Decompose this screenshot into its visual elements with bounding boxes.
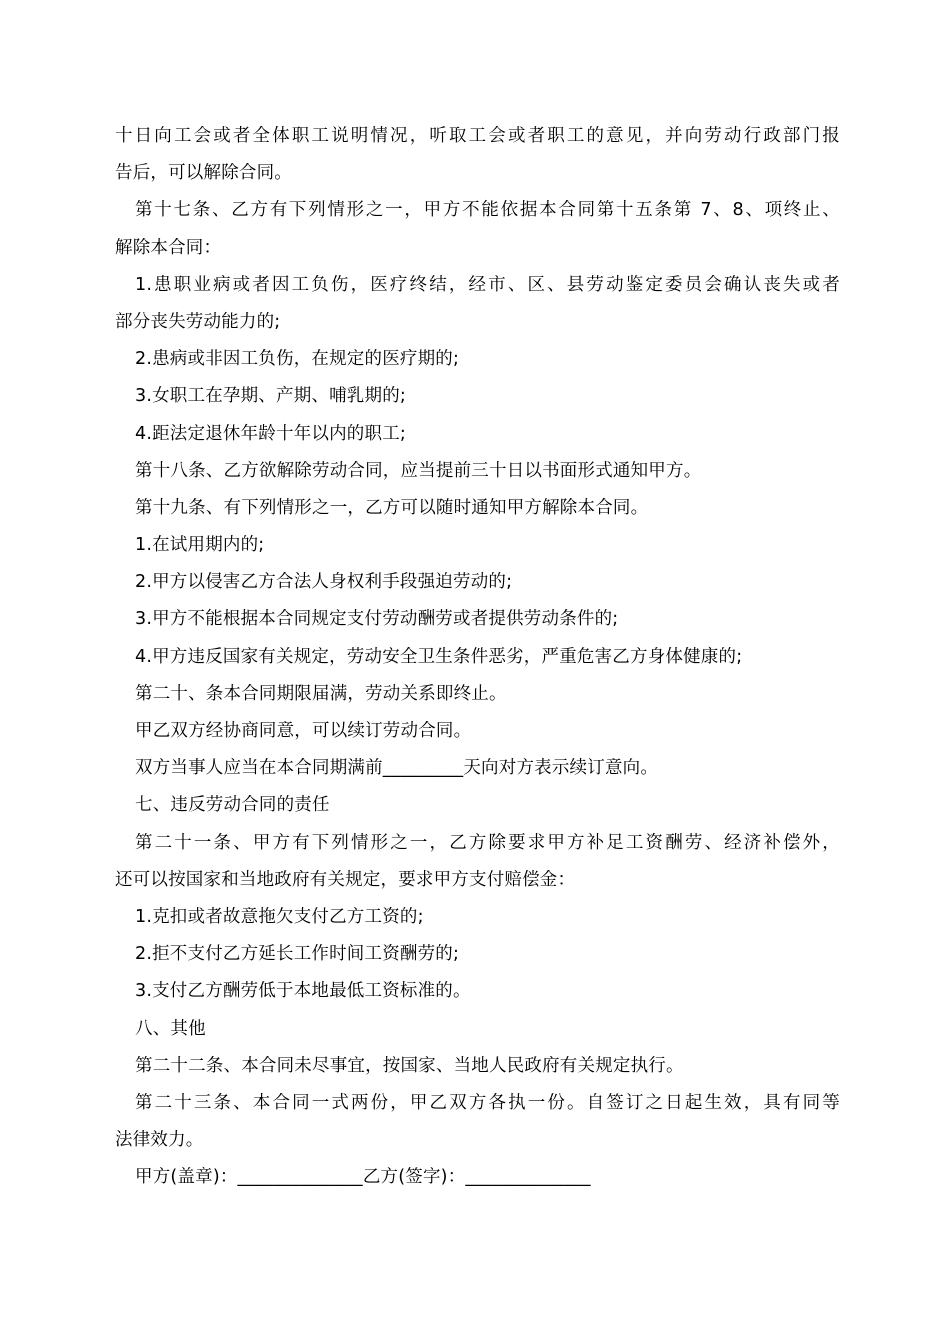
signature-line: 甲方(盖章)：______________乙方(签字)：______________ xyxy=(135,1167,591,1188)
list-item: 3.甲方不能根据本合同规定支付劳动酬劳或者提供劳动条件的; xyxy=(135,609,619,630)
text-line: 甲乙双方经协商同意，可以续订劳动合同。 xyxy=(135,721,472,741)
list-item: 2.拒不支付乙方延长工作时间工资酬劳的; xyxy=(135,944,460,965)
section-heading-8: 八、其他 xyxy=(135,1018,206,1039)
article-22: 第二十二条、本合同未尽事宜，按国家、当地人民政府有关规定执行。 xyxy=(135,1055,684,1076)
list-item: 1.克扣或者故意拖欠支付乙方工资的; xyxy=(135,906,424,927)
article-23: 第二十三条、本合同一式两份，甲乙双方各执一份。自签订之日起生效，具有同等 xyxy=(135,1092,840,1113)
section-heading-7: 七、违反劳动合同的责任 xyxy=(135,795,330,816)
list-item: 2.患病或非因工负伤，在规定的医疗期的; xyxy=(135,349,460,370)
list-item: 4.甲方违反国家有关规定，劳动安全卫生条件恶劣，严重危害乙方身体健康的; xyxy=(135,646,743,667)
text-line: 十日向工会或者全体职工说明情况，听取工会或者职工的意见，并向劳动行政部门报 xyxy=(115,126,840,146)
text-line: 告后，可以解除合同。 xyxy=(115,163,292,184)
renewal-notice-line: 双方当事人应当在本合同期满前_________天向对方表示续订意向。 xyxy=(135,758,659,779)
article-19-heading: 第十九条、有下列情形之一，乙方可以随时通知甲方解除本合同。 xyxy=(135,497,649,518)
list-item: 1.在试用期内的; xyxy=(135,535,265,556)
text-line: 解除本合同： xyxy=(115,237,222,258)
article-17-heading: 第十七条、乙方有下列情形之一，甲方不能依据本合同第十五条第 7、8、项终止、 xyxy=(135,200,840,221)
article-20: 第二十、条本合同期限届满，劳动关系即终止。 xyxy=(135,683,507,704)
document-body xyxy=(115,118,840,1196)
article-21-heading: 第二十一条、甲方有下列情形之一，乙方除要求甲方补足工资酬劳、经济补偿外， xyxy=(135,832,840,853)
list-item: 2.甲方以侵害乙方合法人身权利手段强迫劳动的; xyxy=(135,572,513,593)
list-item: 3.支付乙方酬劳低于本地最低工资标准的。 xyxy=(135,981,471,1002)
text-line: 部分丧失劳动能力的; xyxy=(115,311,281,332)
text-line: 还可以按国家和当地政府有关规定，要求甲方支付赔偿金： xyxy=(115,869,576,890)
list-item: 4.距法定退休年龄十年以内的职工; xyxy=(135,423,406,444)
list-item: 3.女职工在孕期、产期、哺乳期的; xyxy=(135,386,406,407)
article-18: 第十八条、乙方欲解除劳动合同，应当提前三十日以书面形式通知甲方。 xyxy=(135,460,702,481)
text-line: 法律效力。 xyxy=(115,1130,204,1151)
list-item: 1.患职业病或者因工负伤，医疗终结，经市、区、县劳动鉴定委员会确认丧失或者 xyxy=(135,274,840,295)
